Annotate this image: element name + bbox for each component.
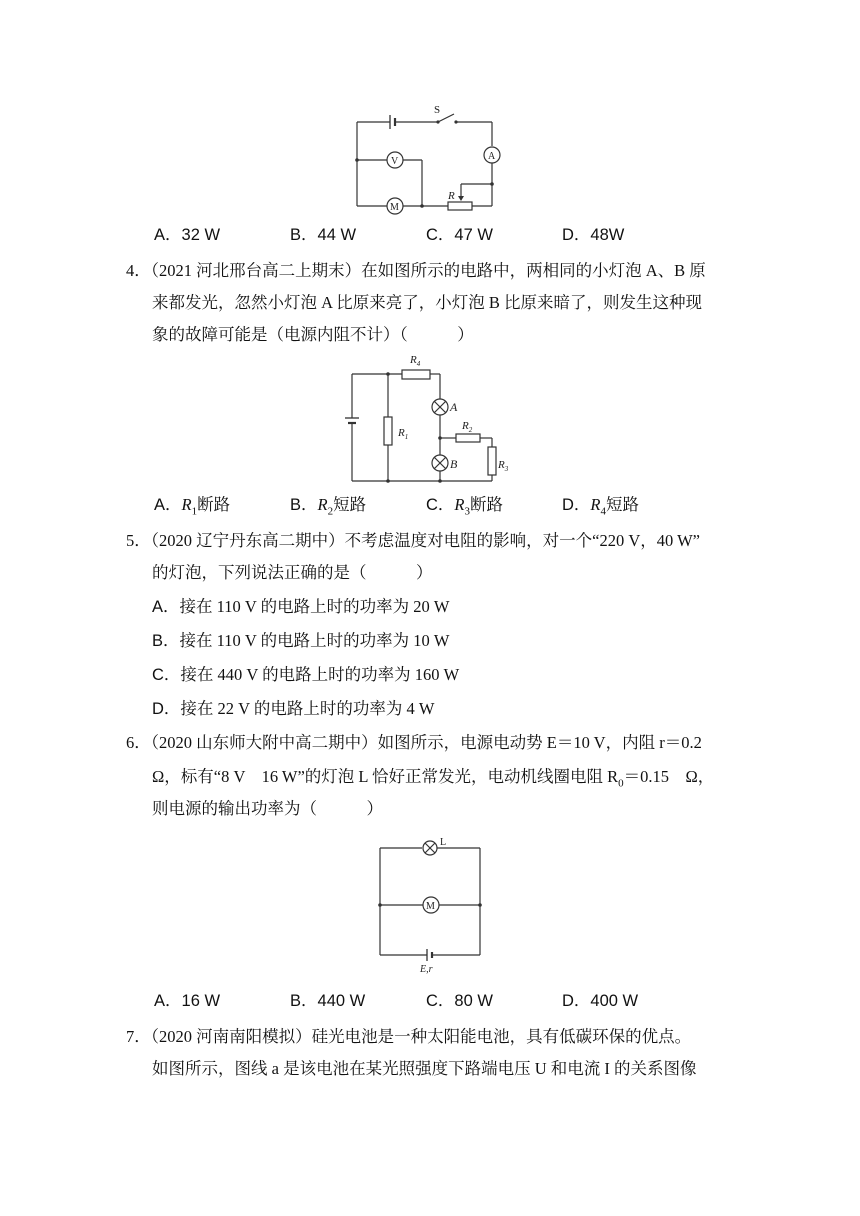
q6-number: 6．: [126, 733, 151, 752]
q5-option-a[interactable]: A．接在 110 V 的电路上时的功率为 20 W: [152, 597, 450, 616]
q6-line-2: Ω，标有“8 V 16 W”的灯泡 L 恰好正常发光，电动机线圈电阻 $R_0=0.15$ Ω，: [152, 767, 715, 790]
q4-option-d[interactable]: D．$R_4$短路: [562, 495, 640, 518]
q5-option-c[interactable]: C．接在 440 V 的电路上时的功率为 160 W: [152, 665, 460, 684]
motor-label: M: [390, 202, 399, 213]
q4-circuit-diagram: [344, 350, 524, 490]
q4-line-3: 象的故障可能是（电源内阻不计）（ ）: [152, 325, 474, 344]
q6-option-c[interactable]: C．80 W: [426, 992, 493, 1010]
q6-line-1: 6．（2020 山东师大附中高二期中）如图所示，电源电动势 E＝10 V，内阻 r＝0.2: [126, 733, 702, 752]
r1-label: $R_1$: [398, 427, 409, 441]
ammeter-label: A: [488, 151, 496, 162]
q4-option-a[interactable]: A．$R_1$断路: [154, 495, 231, 518]
q5-line-2: 的灯泡，下列说法正确的是（ ）: [152, 563, 433, 582]
q7-number: 7．: [126, 1027, 151, 1046]
lamp-l-label: L: [440, 837, 447, 848]
q4-number: 4．: [126, 261, 151, 280]
q5-number: 5．: [126, 531, 151, 550]
q4-line-2: 来都发光，忽然小灯泡 A 比原来亮了，小灯泡 B 比原来暗了，则发生这种现: [152, 293, 703, 312]
q5-option-d[interactable]: D．接在 22 V 的电路上时的功率为 4 W: [152, 699, 435, 718]
q4-option-b[interactable]: B．$R_2$短路: [290, 495, 367, 518]
q3-option-a[interactable]: A．32 W: [154, 226, 221, 244]
q4-source: （2021 河北邢台高二上期末）: [150, 261, 362, 280]
r4-label: $R_4$: [410, 354, 421, 368]
q3-circuit-diagram: [350, 100, 510, 220]
r2-label: $R_2$: [462, 420, 473, 434]
q3-option-b[interactable]: B．44 W: [290, 226, 357, 244]
voltmeter-label: V: [391, 156, 399, 167]
q6-line-3: 则电源的输出功率为（ ）: [152, 799, 383, 818]
r3-label: $R_3$: [498, 459, 509, 473]
lamp-b-label: B: [450, 457, 458, 471]
q6-option-d[interactable]: D．400 W: [562, 992, 639, 1010]
q5-option-b[interactable]: B．接在 110 V 的电路上时的功率为 10 W: [152, 631, 450, 650]
q4-line-1: 4．（2021 河北邢台高二上期末）在如图所示的电路中，两相同的小灯泡 A、B 原: [126, 261, 706, 280]
q4-option-c[interactable]: C．$R_3$断路: [426, 495, 504, 518]
lamp-a-label: A: [450, 400, 458, 414]
rheostat-label: R: [448, 190, 455, 202]
switch-label: S: [434, 104, 441, 116]
q3-option-d[interactable]: D．48W: [562, 226, 625, 244]
q3-option-c[interactable]: C．47 W: [426, 226, 493, 244]
q6-option-a[interactable]: A．16 W: [154, 992, 221, 1010]
q6-circuit-diagram: [374, 834, 494, 974]
q7-line-1: 7．（2020 河南南阳模拟）硅光电池是一种太阳能电池，具有低碳环保的优点。: [126, 1027, 692, 1046]
source-label: E,r: [420, 964, 433, 975]
q5-line-1: 5．（2020 辽宁丹东高二期中）不考虑温度对电阻的影响，对一个“220 V，40 W”: [126, 531, 700, 550]
q7-line-2: 如图所示，图线 a 是该电池在某光照强度下路端电压 U 和电流 I 的关系图像: [152, 1059, 697, 1078]
q6-option-b[interactable]: B．440 W: [290, 992, 366, 1010]
motor-label: M: [426, 901, 435, 912]
